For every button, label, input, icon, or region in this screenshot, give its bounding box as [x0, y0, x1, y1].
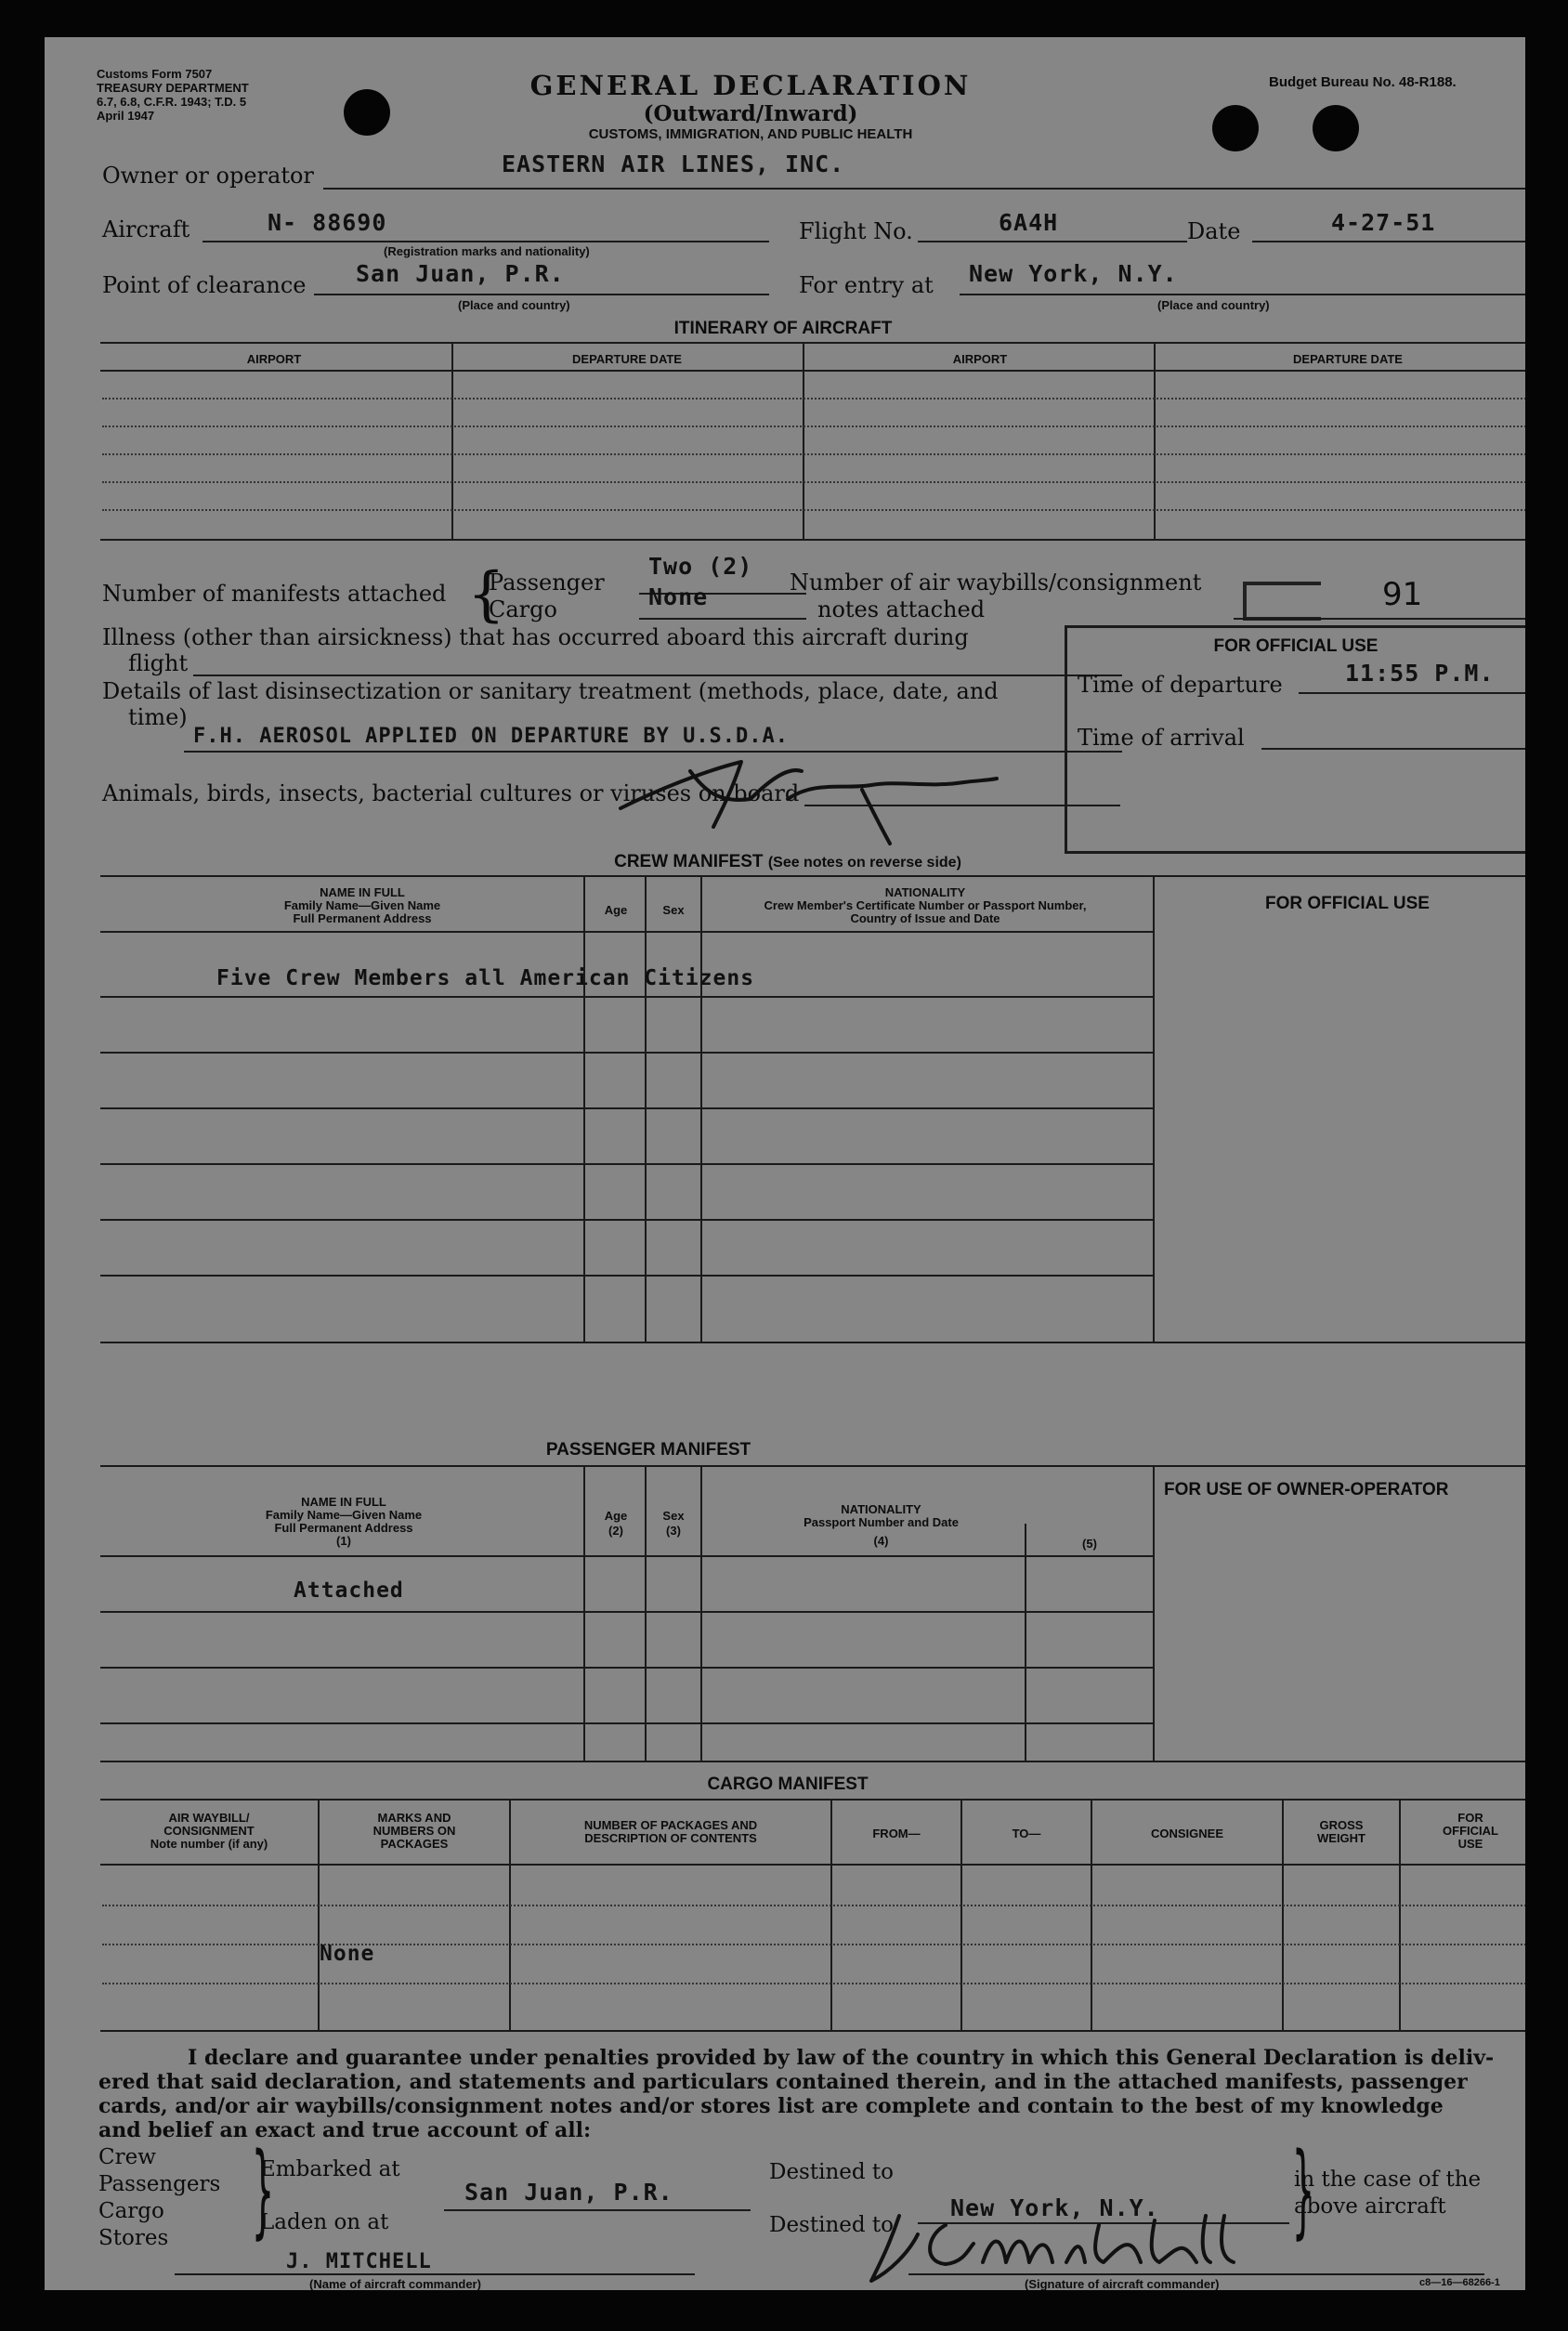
passenger-col-name-num: (1) [336, 1534, 351, 1548]
declaration-line-1: I declare and guarantee under penalties provided by law of the country in which this General Declaration is deliv- [188, 2046, 1495, 2070]
cargo-bottom [100, 2030, 1525, 2032]
crew-col-name-2: Family Name—Given Name [283, 898, 441, 912]
crew-row [100, 996, 1155, 998]
page-title: GENERAL DECLARATION [529, 70, 972, 101]
aircraft-caption: (Registration marks and nationality) [384, 244, 590, 258]
crew-row [100, 1052, 1155, 1054]
declaration-sheet [45, 37, 1525, 2290]
owner-value: EASTERN AIR LINES, INC. [502, 151, 845, 177]
passenger-header-line [100, 1555, 1155, 1557]
passenger-manifest-label: Passenger [489, 570, 605, 596]
cargo-col-packages-2: DESCRIPTION OF CONTENTS [584, 1831, 757, 1845]
cargo-col-official-1: FOR [1457, 1811, 1483, 1825]
cargo-col-marks [321, 1812, 507, 1851]
title-block [463, 70, 1039, 142]
footer-passengers: Passengers [98, 2172, 221, 2196]
crew-official-use: FOR OFFICIAL USE [1265, 894, 1430, 913]
cargo-col-waybill [102, 1812, 316, 1851]
waybills-stamp [1243, 582, 1321, 621]
passenger-col-nat-num: (4) [873, 1534, 889, 1548]
clearance-value: San Juan, P.R. [356, 260, 565, 287]
crew-manifest-title-note: (See notes on reverse side) [767, 855, 961, 871]
passenger-col-sex-text: Sex [662, 1509, 685, 1523]
budget-number: Budget Bureau No. 48-R188. [1269, 74, 1457, 90]
crew-row [100, 1163, 1155, 1165]
crew-row [100, 1219, 1155, 1221]
crew-col-sex: Sex [662, 903, 685, 917]
commander-caption: (Name of aircraft commander) [309, 2277, 481, 2290]
declaration-line-3: cards, and/or air waybills/consignment notes and/or stores list are complete and contain to the best of my knowledge [98, 2094, 1444, 2118]
footer-brace-right: } [1291, 2130, 1315, 2249]
departure-label: Time of departure [1078, 672, 1283, 698]
cargo-top [100, 1799, 1525, 1801]
punch-hole-right-1 [1212, 105, 1259, 151]
commander-name: J. MITCHELL [286, 2250, 432, 2273]
crew-manifest-title-text: CREW MANIFEST [614, 852, 764, 871]
footer-stores: Stores [98, 2226, 169, 2250]
itinerary-row [102, 398, 1525, 399]
waybills-value: 91 [1382, 576, 1423, 613]
flight-line [918, 241, 1187, 242]
cargo-divider-3 [830, 1801, 832, 2030]
aircraft-line [203, 241, 769, 242]
passenger-col-nationality [702, 1503, 1060, 1548]
passenger-col-name-2: Family Name—Given Name [265, 1508, 423, 1522]
commander-line [175, 2273, 695, 2275]
crew-col-nationality [702, 886, 1148, 925]
flight-label: Flight No. [799, 218, 913, 244]
date-label: Date [1187, 218, 1241, 244]
signature-line [908, 2273, 1484, 2275]
case-line-1: in the case of the [1294, 2167, 1482, 2192]
cargo-manifest-label: Cargo [489, 596, 557, 622]
cargo-col-marks-3: PACKAGES [380, 1837, 449, 1851]
form-line-1: Customs Form 7507 [97, 67, 213, 81]
aircraft-label: Aircraft [102, 216, 190, 242]
passenger-entry: Attached [294, 1578, 404, 1603]
passenger-col-name [102, 1496, 585, 1548]
passenger-bottom [100, 1761, 1525, 1762]
clearance-line [314, 294, 769, 295]
cargo-row [102, 1983, 1525, 1984]
aircraft-value: N- 88690 [268, 209, 387, 236]
declaration-text [98, 2046, 1525, 2142]
crew-header-line [100, 931, 1155, 933]
passenger-col-name-3: Full Permanent Address [274, 1521, 413, 1535]
footer-categories [98, 2144, 220, 2252]
passenger-divider-3 [700, 1467, 702, 1761]
cargo-col-waybill-2: CONSIGNMENT [163, 1824, 255, 1838]
declaration-line-4: and belief an exact and true account of all: [98, 2118, 592, 2142]
passenger-row [100, 1667, 1155, 1669]
date-line [1252, 241, 1525, 242]
destined-label-1: Destined to [769, 2160, 895, 2184]
waybills-label-1: Number of air waybills/consignment [790, 570, 1202, 596]
flight-value: 6A4H [999, 209, 1059, 236]
crew-col-nat-2: Crew Member's Certificate Number or Passport Number, [764, 898, 1087, 912]
waybills-label-2: notes attached [817, 596, 986, 622]
cargo-manifest-value: None [648, 583, 709, 610]
crew-col-name [102, 886, 622, 925]
laden-label: Laden on at [260, 2210, 389, 2234]
crew-entry: Five Crew Members all American Citizens [216, 966, 755, 990]
cargo-row [102, 1944, 1525, 1945]
crew-bottom [100, 1342, 1525, 1343]
passenger-divider-1 [583, 1467, 585, 1761]
itinerary-header-line [100, 370, 1525, 372]
passenger-col-name-1: NAME IN FULL [301, 1495, 386, 1509]
owner-label: Owner or operator [102, 163, 314, 189]
passenger-col-5: (5) [1082, 1537, 1097, 1551]
entry-label: For entry at [799, 272, 934, 298]
footer-cargo: Cargo [98, 2199, 164, 2223]
page-subtitle-2: CUSTOMS, IMMIGRATION, AND PUBLIC HEALTH [588, 126, 913, 142]
cargo-col-from: FROM— [872, 1827, 921, 1840]
itinerary-col-date-2: DEPARTURE DATE [1293, 352, 1403, 366]
cargo-col-official [1403, 1812, 1525, 1851]
crew-manifest-title [323, 852, 1252, 872]
case-line-2: above aircraft [1294, 2194, 1446, 2219]
crew-row [100, 1275, 1155, 1277]
passenger-col-sex [647, 1509, 700, 1539]
crew-divider-2 [645, 877, 647, 1342]
embarked-label: Embarked at [260, 2157, 400, 2181]
cargo-col-packages [513, 1819, 829, 1845]
itinerary-top [100, 342, 1525, 344]
punch-hole-right-2 [1313, 105, 1359, 151]
cargo-col-marks-2: NUMBERS ON [372, 1824, 456, 1838]
page-subtitle: (Outward/Inward) [643, 101, 858, 126]
cargo-col-official-2: OFFICIAL [1443, 1824, 1498, 1838]
form-number-header [97, 67, 249, 123]
arrival-label: Time of arrival [1078, 725, 1245, 751]
cargo-divider-4 [960, 1801, 962, 2030]
waybills-line [1234, 618, 1525, 620]
cargo-row [102, 1905, 1525, 1906]
passenger-col-nat-2: Passport Number and Date [804, 1515, 959, 1529]
cargo-manifest-line [639, 618, 806, 620]
destined-label-2: Destined to [769, 2213, 895, 2237]
cargo-col-marks-1: MARKS AND [377, 1811, 451, 1825]
itinerary-row [102, 426, 1525, 427]
case-label [1294, 2167, 1481, 2220]
punch-hole-left [344, 89, 390, 136]
passenger-col-sex-num: (3) [666, 1524, 681, 1538]
illness-line [193, 674, 1122, 676]
form-number-footer: c8—16—68266-1 [1419, 2277, 1500, 2288]
arrival-line [1261, 748, 1525, 750]
cargo-divider-2 [509, 1801, 511, 2030]
cargo-divider-1 [318, 1801, 320, 2030]
disinsect-value: F.H. AEROSOL APPLIED ON DEPARTURE BY U.S.D.A. [193, 725, 790, 748]
cargo-col-weight [1286, 1819, 1397, 1845]
manifests-brace: { [467, 560, 505, 629]
passenger-col-age-num: (2) [608, 1524, 623, 1538]
cargo-col-waybill-1: AIR WAYBILL/ [168, 1811, 250, 1825]
cargo-col-weight-2: WEIGHT [1317, 1831, 1365, 1845]
itinerary-row [102, 453, 1525, 455]
disinsect-label-1: Details of last disinsectization or sanitary treatment (methods, place, date, and [102, 678, 999, 704]
crew-divider-3 [700, 877, 702, 1342]
clearance-caption: (Place and country) [458, 298, 570, 312]
passenger-col-age-text: Age [604, 1509, 628, 1523]
clearance-label: Point of clearance [102, 272, 307, 298]
inspector-signature [602, 734, 1001, 855]
form-line-2: TREASURY DEPARTMENT [97, 81, 249, 95]
crew-col-nat-3: Country of Issue and Date [850, 911, 1000, 925]
passenger-manifest-title: PASSENGER MANIFEST [545, 1440, 751, 1460]
owner-line [323, 188, 1525, 190]
crew-col-name-3: Full Permanent Address [293, 911, 432, 925]
cargo-manifest-title: CARGO MANIFEST [707, 1774, 869, 1794]
entry-value: New York, N.Y. [969, 260, 1178, 287]
itinerary-row [102, 481, 1525, 483]
animals-label: Animals, birds, insects, bacterial cultures or viruses on board [102, 780, 800, 806]
passenger-row [100, 1611, 1155, 1613]
crew-row [100, 1107, 1155, 1109]
cargo-col-to: TO— [1012, 1827, 1041, 1840]
date-value: 4-27-51 [1331, 209, 1436, 236]
crew-top [100, 875, 1525, 877]
itinerary-title: ITINERARY OF AIRCRAFT [673, 319, 893, 338]
origin-value: San Juan, P.R. [464, 2179, 673, 2206]
cargo-divider-7 [1399, 1801, 1401, 2030]
itinerary-row [102, 509, 1525, 511]
crew-divider-4 [1153, 877, 1155, 1342]
declaration-line-2: ered that said declaration, and statements and particulars contained therein, and in the attached manifests, passenger [98, 2070, 1468, 2094]
manifests-label: Number of manifests attached [102, 581, 447, 607]
departure-line [1299, 692, 1525, 694]
cargo-divider-6 [1282, 1801, 1284, 2030]
destination-value: New York, N.Y. [950, 2194, 1159, 2221]
passenger-col-nat-1: NATIONALITY [841, 1502, 921, 1516]
itinerary-col-date-1: DEPARTURE DATE [572, 352, 682, 366]
passenger-row [100, 1722, 1155, 1724]
cargo-col-official-3: USE [1457, 1837, 1483, 1851]
crew-col-nat-1: NATIONALITY [884, 885, 966, 899]
entry-line [960, 294, 1525, 295]
official-use-title: FOR OFFICIAL USE [1213, 636, 1379, 656]
signature-caption: (Signature of aircraft commander) [1025, 2277, 1220, 2290]
form-line-4: April 1947 [97, 109, 155, 123]
cargo-entry: None [320, 1942, 375, 1966]
disinsect-label-2: time) [128, 704, 188, 730]
commander-signature [862, 2197, 1271, 2290]
departure-value: 11:55 P.M. [1345, 660, 1495, 687]
crew-divider-1 [583, 877, 585, 1342]
illness-label-2: flight [128, 650, 189, 676]
origin-line [444, 2209, 751, 2211]
passenger-manifest-value: Two (2) [648, 553, 753, 580]
passenger-divider-2 [645, 1467, 647, 1761]
crew-col-age: Age [604, 903, 628, 917]
entry-caption: (Place and country) [1157, 298, 1270, 312]
cargo-divider-5 [1091, 1801, 1092, 2030]
illness-label-1: Illness (other than airsickness) that has occurred aboard this aircraft during [102, 624, 969, 650]
footer-brace-left: } [251, 2130, 275, 2249]
passenger-divider-4 [1025, 1524, 1026, 1761]
form-line-3: 6.7, 6.8, C.F.R. 1943; T.D. 5 [97, 95, 247, 109]
cargo-header-line [100, 1864, 1525, 1866]
cargo-col-waybill-3: Note number (if any) [150, 1837, 268, 1851]
passenger-col-age [585, 1509, 647, 1539]
cargo-col-weight-1: GROSS [1319, 1818, 1364, 1832]
itinerary-bottom [100, 539, 1525, 541]
owner-operator-use: FOR USE OF OWNER-OPERATOR [1164, 1480, 1449, 1499]
crew-col-name-1: NAME IN FULL [320, 885, 405, 899]
passenger-top [100, 1465, 1525, 1467]
passenger-divider-5 [1153, 1467, 1155, 1761]
itinerary-col-airport-2: AIRPORT [952, 352, 1008, 366]
itinerary-col-airport-1: AIRPORT [246, 352, 302, 366]
footer-crew: Crew [98, 2145, 156, 2169]
cargo-col-consignee: CONSIGNEE [1150, 1827, 1223, 1840]
cargo-col-packages-1: NUMBER OF PACKAGES AND [583, 1818, 758, 1832]
